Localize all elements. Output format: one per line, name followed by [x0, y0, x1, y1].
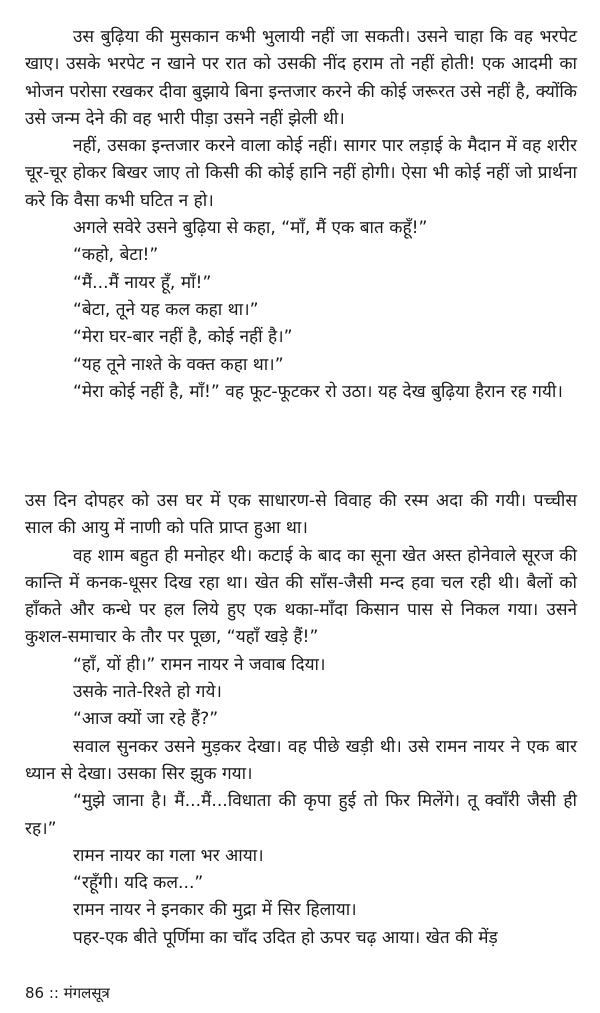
paragraph: अगले सवेरे उसने बुढ़िया से कहा, “माँ, मैं एक बात कहूँ!”: [73, 218, 428, 239]
dialogue-line: “रहूँगी। यदि कल...”: [73, 873, 204, 894]
dialogue-line: “मुझे जाना है। मैं...मैं...विधाता की कृपा हुई तो फिर मिलेंगे। तू क्वाँरी जैसी ही रह।”: [25, 791, 577, 839]
dialogue-line: “मैं...मैं नायर हूँ, माँ!”: [73, 272, 212, 293]
paragraph: वह शाम बहुत ही मनोहर थी। कटाई के बाद का सूना खेत अस्त होनेवाले सूरज की कान्ति में कनक-धूसर दिख रहा था। खेत की साँस-जैसी मन्द हवा चल रही थी। बैलों को हाँकते और कन्धे पर हल लिये हुए एक थका-माँदा किसान पास से निकल गया। उसने कुशल-समाचार के तौर पर पूछा, “यहाँ खड़े हैं!”: [25, 545, 577, 648]
dialogue-line: “मेरा घर-बार नहीं है, कोई नहीं है।”: [73, 327, 293, 348]
paragraph: सवाल सुनकर उसने मुड़कर देखा। वह पीछे खड़ी थी। उसे रामन नायर ने एक बार ध्यान से देखा। उसका सिर झुक गया।: [25, 736, 577, 784]
dialogue-line: “कहो, बेटा!”: [73, 245, 159, 266]
paragraph: उस दिन दोपहर को उस घर में एक साधारण-से विवाह की रस्म अदा की गयी। पच्चीस साल की आयु में नाणी को पति प्राप्त हुआ था।: [25, 491, 577, 539]
paragraph: उसके नाते-रिश्ते हो गये।: [73, 682, 222, 703]
paragraph: रामन नायर ने इनकार की मुद्रा में सिर हिलाया।: [73, 900, 357, 921]
body-text-section-2: [25, 488, 577, 952]
dialogue-line: “हाँ, यों ही।” रामन नायर ने जवाब दिया।: [73, 654, 326, 675]
paragraph: उस बुढ़िया की मुसकान कभी भुलायी नहीं जा सकती। उसने चाहा कि वह भरपेट खाए। उसके भरपेट न खाने पर रात को उसकी नींद हराम तो नहीं होती! एक आदमी का भोजन परोसा रखकर दीवा बुझाये बिना इन्तजार करने की कोई जरूरत उसे नहीं है, क्योंकि उसे जन्म देने की वह भारी पीड़ा उसने नहीं झेली थी।: [25, 27, 577, 129]
dialogue-line: “यह तूने नाश्ते के वक्त कहा था।”: [73, 354, 284, 375]
paragraph: पहर-एक बीते पूर्णिमा का चाँद उदित हो ऊपर चढ़ आया। खेत की मेंड़: [73, 927, 498, 948]
paragraph: “मेरा कोई नहीं है, माँ!” वह फूट-फूटकर रो उठा। यह देख बुढ़िया हैरान रह गयी।: [73, 381, 563, 402]
paragraph: नहीं, उसका इन्तजार करने वाला कोई नहीं। सागर पार लड़ाई के मैदान में वह शरीर चूर-चूर होकर बिखर जाए तो किसी की कोई हानि नहीं होगी। ऐसा भी कोई नहीं जो प्रार्थना करे कि वैसा कभी घटित न हो।: [25, 136, 577, 211]
dialogue-line: “आज क्यों जा रहे हैं?”: [73, 709, 219, 730]
page-footer: 86 :: मंगलसूत्र: [25, 984, 110, 1002]
dialogue-line: “बेटा, तूने यह कल कहा था।”: [73, 299, 259, 320]
body-text: [25, 24, 577, 406]
paragraph: रामन नायर का गला भर आया।: [73, 845, 264, 866]
